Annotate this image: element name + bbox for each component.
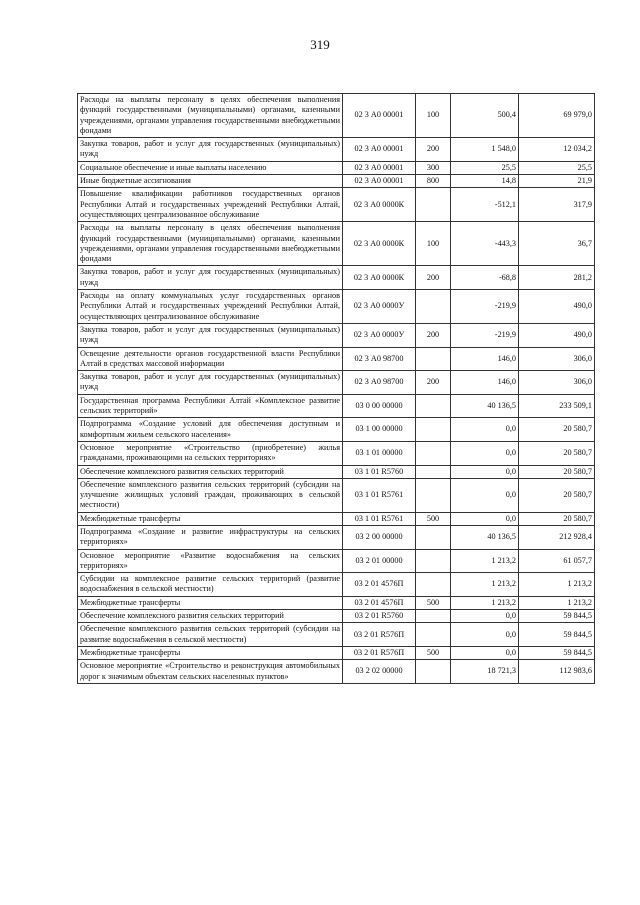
expense-name-cell: Закупка товаров, работ и услуг для государственных (муниципальных) нужд [78,323,343,347]
expense-name-cell: Закупка товаров, работ и услуг для государственных (муниципальных) нужд [78,371,343,395]
expense-type-cell: 100 [416,94,451,138]
expense-type-cell: 200 [416,266,451,290]
expense-type-cell: 500 [416,596,451,609]
target-code-cell: 02 3 А0 00001 [343,138,416,162]
target-code-cell: 02 3 А0 0000У [343,290,416,324]
change-amount-cell: -219,9 [451,290,519,324]
expense-name-cell: Основное мероприятие «Развитие водоснабжения на сельских территориях» [78,549,343,573]
table-row [78,623,595,647]
target-code-cell: 03 2 01 R5760 [343,610,416,623]
table-row [78,465,595,478]
expense-type-cell: 100 [416,222,451,266]
expense-type-cell [416,623,451,647]
change-amount-cell: 0,0 [451,478,519,512]
expense-type-cell [416,441,451,465]
page-number: 319 [310,37,330,52]
total-amount-cell: 36,7 [519,222,595,266]
table-row [78,323,595,347]
expense-name-cell: Расходы на выплаты персоналу в целях обеспечения выполнения функций государственными (муниципальными) органами, казенными учреждениями, органами управления государственными внебюджетными фондами [78,222,343,266]
expense-name-cell: Подпрограмма «Создание условий для обеспечения доступным и комфортным жильем сельского населения» [78,418,343,442]
change-amount-cell: 25,5 [451,161,519,174]
total-amount-cell: 21,9 [519,175,595,188]
expense-name-cell: Иные бюджетные ассигнования [78,175,343,188]
expense-type-cell [416,290,451,324]
table-row [78,512,595,525]
table-row [78,266,595,290]
expense-name-cell: Освещение деятельности органов государственной власти Республики Алтай в средствах массовой информации [78,347,343,371]
table-row [78,371,595,395]
total-amount-cell: 20 580,7 [519,512,595,525]
expense-type-cell [416,394,451,418]
expense-type-cell [416,465,451,478]
expense-type-cell: 200 [416,138,451,162]
total-amount-cell: 112 983,6 [519,660,595,684]
change-amount-cell: 14,8 [451,175,519,188]
total-amount-cell: 306,0 [519,347,595,371]
change-amount-cell: 0,0 [451,623,519,647]
total-amount-cell: 20 580,7 [519,465,595,478]
change-amount-cell: -512,1 [451,188,519,222]
table-row [78,660,595,684]
expense-type-cell [416,188,451,222]
expense-name-cell: Социальное обеспечение и иные выплаты населению [78,161,343,174]
change-amount-cell: 500,4 [451,94,519,138]
target-code-cell: 03 2 01 00000 [343,549,416,573]
change-amount-cell: 1 548,0 [451,138,519,162]
change-amount-cell: 0,0 [451,512,519,525]
target-code-cell: 03 1 01 00000 [343,441,416,465]
expense-name-cell: Закупка товаров, работ и услуг для государственных (муниципальных) нужд [78,266,343,290]
total-amount-cell: 59 844,5 [519,623,595,647]
table-row [78,138,595,162]
change-amount-cell: -443,3 [451,222,519,266]
change-amount-cell: 1 213,2 [451,573,519,597]
change-amount-cell: 1 213,2 [451,596,519,609]
expense-name-cell: Основное мероприятие «Строительство (приобретение) жилья гражданами, проживающими на сельских территориях» [78,441,343,465]
expense-name-cell: Закупка товаров, работ и услуг для государственных (муниципальных) нужд [78,138,343,162]
change-amount-cell: 0,0 [451,418,519,442]
change-amount-cell: 146,0 [451,347,519,371]
table-row [78,646,595,659]
expense-name-cell: Расходы на оплату коммунальных услуг государственных органов Республики Алтай и государственных учреждений Республики Алтай, осуществляющих централизованное обслуживание [78,290,343,324]
change-amount-cell: 0,0 [451,610,519,623]
total-amount-cell: 490,0 [519,290,595,324]
change-amount-cell: 0,0 [451,441,519,465]
change-amount-cell: 0,0 [451,465,519,478]
target-code-cell: 02 3 А0 0000К [343,188,416,222]
target-code-cell: 03 2 01 4576П [343,596,416,609]
table-row [78,525,595,549]
total-amount-cell: 59 844,5 [519,646,595,659]
change-amount-cell: 40 136,5 [451,394,519,418]
total-amount-cell: 20 580,7 [519,478,595,512]
table-row [78,175,595,188]
expense-type-cell [416,610,451,623]
budget-table [77,93,595,684]
target-code-cell: 02 3 А0 98700 [343,347,416,371]
expense-name-cell: Государственная программа Республики Алтай «Комплексное развитие сельских территорий» [78,394,343,418]
expense-type-cell [416,347,451,371]
target-code-cell: 02 3 А0 0000У [343,323,416,347]
expense-type-cell [416,549,451,573]
expense-name-cell: Субсидии на комплексное развитие сельских территорий (развитие водоснабжения в сельской местности) [78,573,343,597]
target-code-cell: 02 3 А0 0000К [343,222,416,266]
total-amount-cell: 12 034,2 [519,138,595,162]
change-amount-cell: 0,0 [451,646,519,659]
total-amount-cell: 1 213,2 [519,596,595,609]
expense-name-cell: Обеспечение комплексного развития сельских территорий (субсидии на развитие водоснабжения в сельской местности) [78,623,343,647]
expense-name-cell: Основное мероприятие «Строительство и реконструкция автомобильных дорог к значимым объектам сельских населенных пунктов» [78,660,343,684]
total-amount-cell: 61 057,7 [519,549,595,573]
change-amount-cell: 146,0 [451,371,519,395]
total-amount-cell: 25,5 [519,161,595,174]
expense-type-cell [416,660,451,684]
expense-type-cell [416,573,451,597]
target-code-cell: 03 0 00 00000 [343,394,416,418]
expense-type-cell [416,525,451,549]
table-row [78,573,595,597]
target-code-cell: 03 2 00 00000 [343,525,416,549]
change-amount-cell: 18 721,3 [451,660,519,684]
total-amount-cell: 20 580,7 [519,441,595,465]
target-code-cell: 03 1 00 00000 [343,418,416,442]
expense-name-cell: Подпрограмма «Создание и развитие инфраструктуры на сельских территориях» [78,525,343,549]
total-amount-cell: 281,2 [519,266,595,290]
change-amount-cell: 40 136,5 [451,525,519,549]
expense-name-cell: Обеспечение комплексного развития сельских территорий [78,465,343,478]
table-row [78,347,595,371]
table-row [78,161,595,174]
table-row [78,478,595,512]
target-code-cell: 03 1 01 R5760 [343,465,416,478]
total-amount-cell: 233 509,1 [519,394,595,418]
target-code-cell: 02 3 А0 0000К [343,266,416,290]
total-amount-cell: 69 979,0 [519,94,595,138]
expense-type-cell [416,478,451,512]
change-amount-cell: 1 213,2 [451,549,519,573]
target-code-cell: 03 2 01 R576П [343,646,416,659]
budget-table-body [78,94,595,684]
expense-name-cell: Обеспечение комплексного развития сельских территорий [78,610,343,623]
target-code-cell: 03 2 02 00000 [343,660,416,684]
table-row [78,188,595,222]
total-amount-cell: 59 844,5 [519,610,595,623]
table-row [78,222,595,266]
table-row [78,549,595,573]
total-amount-cell: 1 213,2 [519,573,595,597]
expense-type-cell: 200 [416,371,451,395]
table-row [78,610,595,623]
change-amount-cell: -68,8 [451,266,519,290]
expense-type-cell: 800 [416,175,451,188]
table-row [78,418,595,442]
expense-name-cell: Расходы на выплаты персоналу в целях обеспечения выполнения функций государственными (муниципальными) органами, казенными учреждениями, органами управления государственными внебюджетными фондами [78,94,343,138]
table-row [78,596,595,609]
expense-type-cell: 200 [416,323,451,347]
total-amount-cell: 490,0 [519,323,595,347]
expense-type-cell: 500 [416,646,451,659]
target-code-cell: 03 2 01 R576П [343,623,416,647]
expense-name-cell: Межбюджетные трансферты [78,596,343,609]
expense-name-cell: Межбюджетные трансферты [78,512,343,525]
total-amount-cell: 306,0 [519,371,595,395]
target-code-cell: 02 3 А0 00001 [343,94,416,138]
expense-name-cell: Повышение квалификации работников государственных органов Республики Алтай и государственных учреждений Республики Алтай, осуществляющих централизованное обслуживание [78,188,343,222]
change-amount-cell: -219,9 [451,323,519,347]
table-row [78,94,595,138]
table-row [78,290,595,324]
target-code-cell: 03 1 01 R5761 [343,512,416,525]
total-amount-cell: 212 928,4 [519,525,595,549]
expense-name-cell: Обеспечение комплексного развития сельских территорий (субсидии на улучшение жилищных условий граждан, проживающих в сельской местности) [78,478,343,512]
target-code-cell: 03 1 01 R5761 [343,478,416,512]
expense-type-cell: 300 [416,161,451,174]
target-code-cell: 02 3 А0 00001 [343,175,416,188]
target-code-cell: 02 3 А0 98700 [343,371,416,395]
expense-type-cell [416,418,451,442]
table-row [78,441,595,465]
target-code-cell: 03 2 01 4576П [343,573,416,597]
total-amount-cell: 317,9 [519,188,595,222]
expense-name-cell: Межбюджетные трансферты [78,646,343,659]
total-amount-cell: 20 580,7 [519,418,595,442]
target-code-cell: 02 3 А0 00001 [343,161,416,174]
table-row [78,394,595,418]
expense-type-cell: 500 [416,512,451,525]
